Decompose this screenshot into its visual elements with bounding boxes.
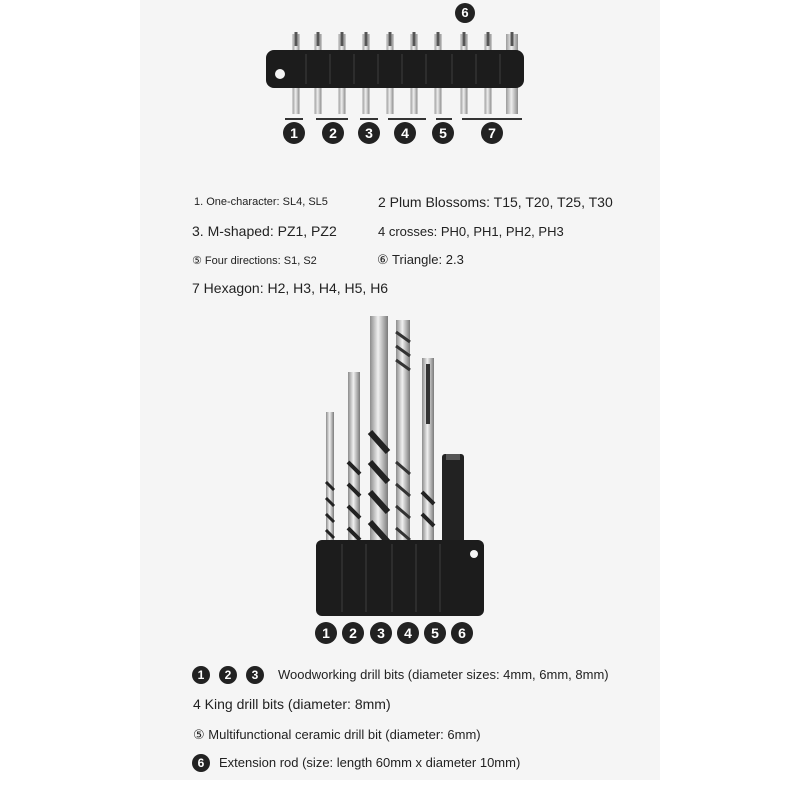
spec-one-character: 1. One-character: SL4, SL5 [194,196,328,208]
bit-label-5: 5 [432,122,454,144]
spec-triangle: ⑥ Triangle: 2.3 [377,252,464,267]
bit-label-4: 4 [394,122,416,144]
spec-four-directions: ⑤ Four directions: S1, S2 [192,255,317,267]
drill-label-2: 2 [342,622,364,644]
bit-tip [341,32,344,46]
spec-crosses: 4 crosses: PH0, PH1, PH2, PH3 [378,224,564,239]
spec-king-drill-bits: 4 King drill bits (diameter: 8mm) [193,696,391,712]
bracket-4 [388,118,426,120]
spec-ceramic-drill-bit: ⑤ Multifunctional ceramic drill bit (diameter: 6mm) [193,727,481,742]
screwdriver-bit-holder-image [260,28,530,124]
bracket-7 [462,118,522,120]
bit-label-3: 3 [358,122,380,144]
bracket-3 [360,118,378,120]
bracket-5 [436,118,452,120]
spec-hexagon: 7 Hexagon: H2, H3, H4, H5, H6 [192,280,389,296]
bit-tip [437,32,440,46]
bit-tip [487,32,490,46]
drill-spec-badge-2: 2 [219,666,237,684]
drill-spec-badge-6: 6 [192,754,210,772]
drill-spec-badge-3: 3 [246,666,264,684]
bracket-1 [285,118,303,120]
bit-tip [413,32,416,46]
bit-label-7: 7 [481,122,503,144]
bit-tip [317,32,320,46]
bit-tip [295,32,298,46]
spec-plum-blossoms: 2 Plum Blossoms: T15, T20, T25, T30 [378,194,613,210]
bit-tip [511,32,514,46]
bracket-2 [316,118,348,120]
bit-label-2: 2 [322,122,344,144]
drill-label-5: 5 [424,622,446,644]
spec-m-shaped: 3. M-shaped: PZ1, PZ2 [192,223,337,239]
bit-tip [389,32,392,46]
bit-label-1: 1 [283,122,305,144]
drill-bit-holder-image [310,312,490,618]
drill-label-4: 4 [397,622,419,644]
drill-label-3: 3 [370,622,392,644]
bit-label-6: 6 [455,3,475,23]
bit-tip [463,32,466,46]
bit-tip [365,32,368,46]
drill-label-6: 6 [451,622,473,644]
spec-extension-rod: Extension rod (size: length 60mm x diameter 10mm) [219,755,521,770]
spec-woodworking-drill-bits: Woodworking drill bits (diameter sizes: 4mm, 6mm, 8mm) [278,667,609,682]
drill-spec-badge-1: 1 [192,666,210,684]
drill-label-1: 1 [315,622,337,644]
